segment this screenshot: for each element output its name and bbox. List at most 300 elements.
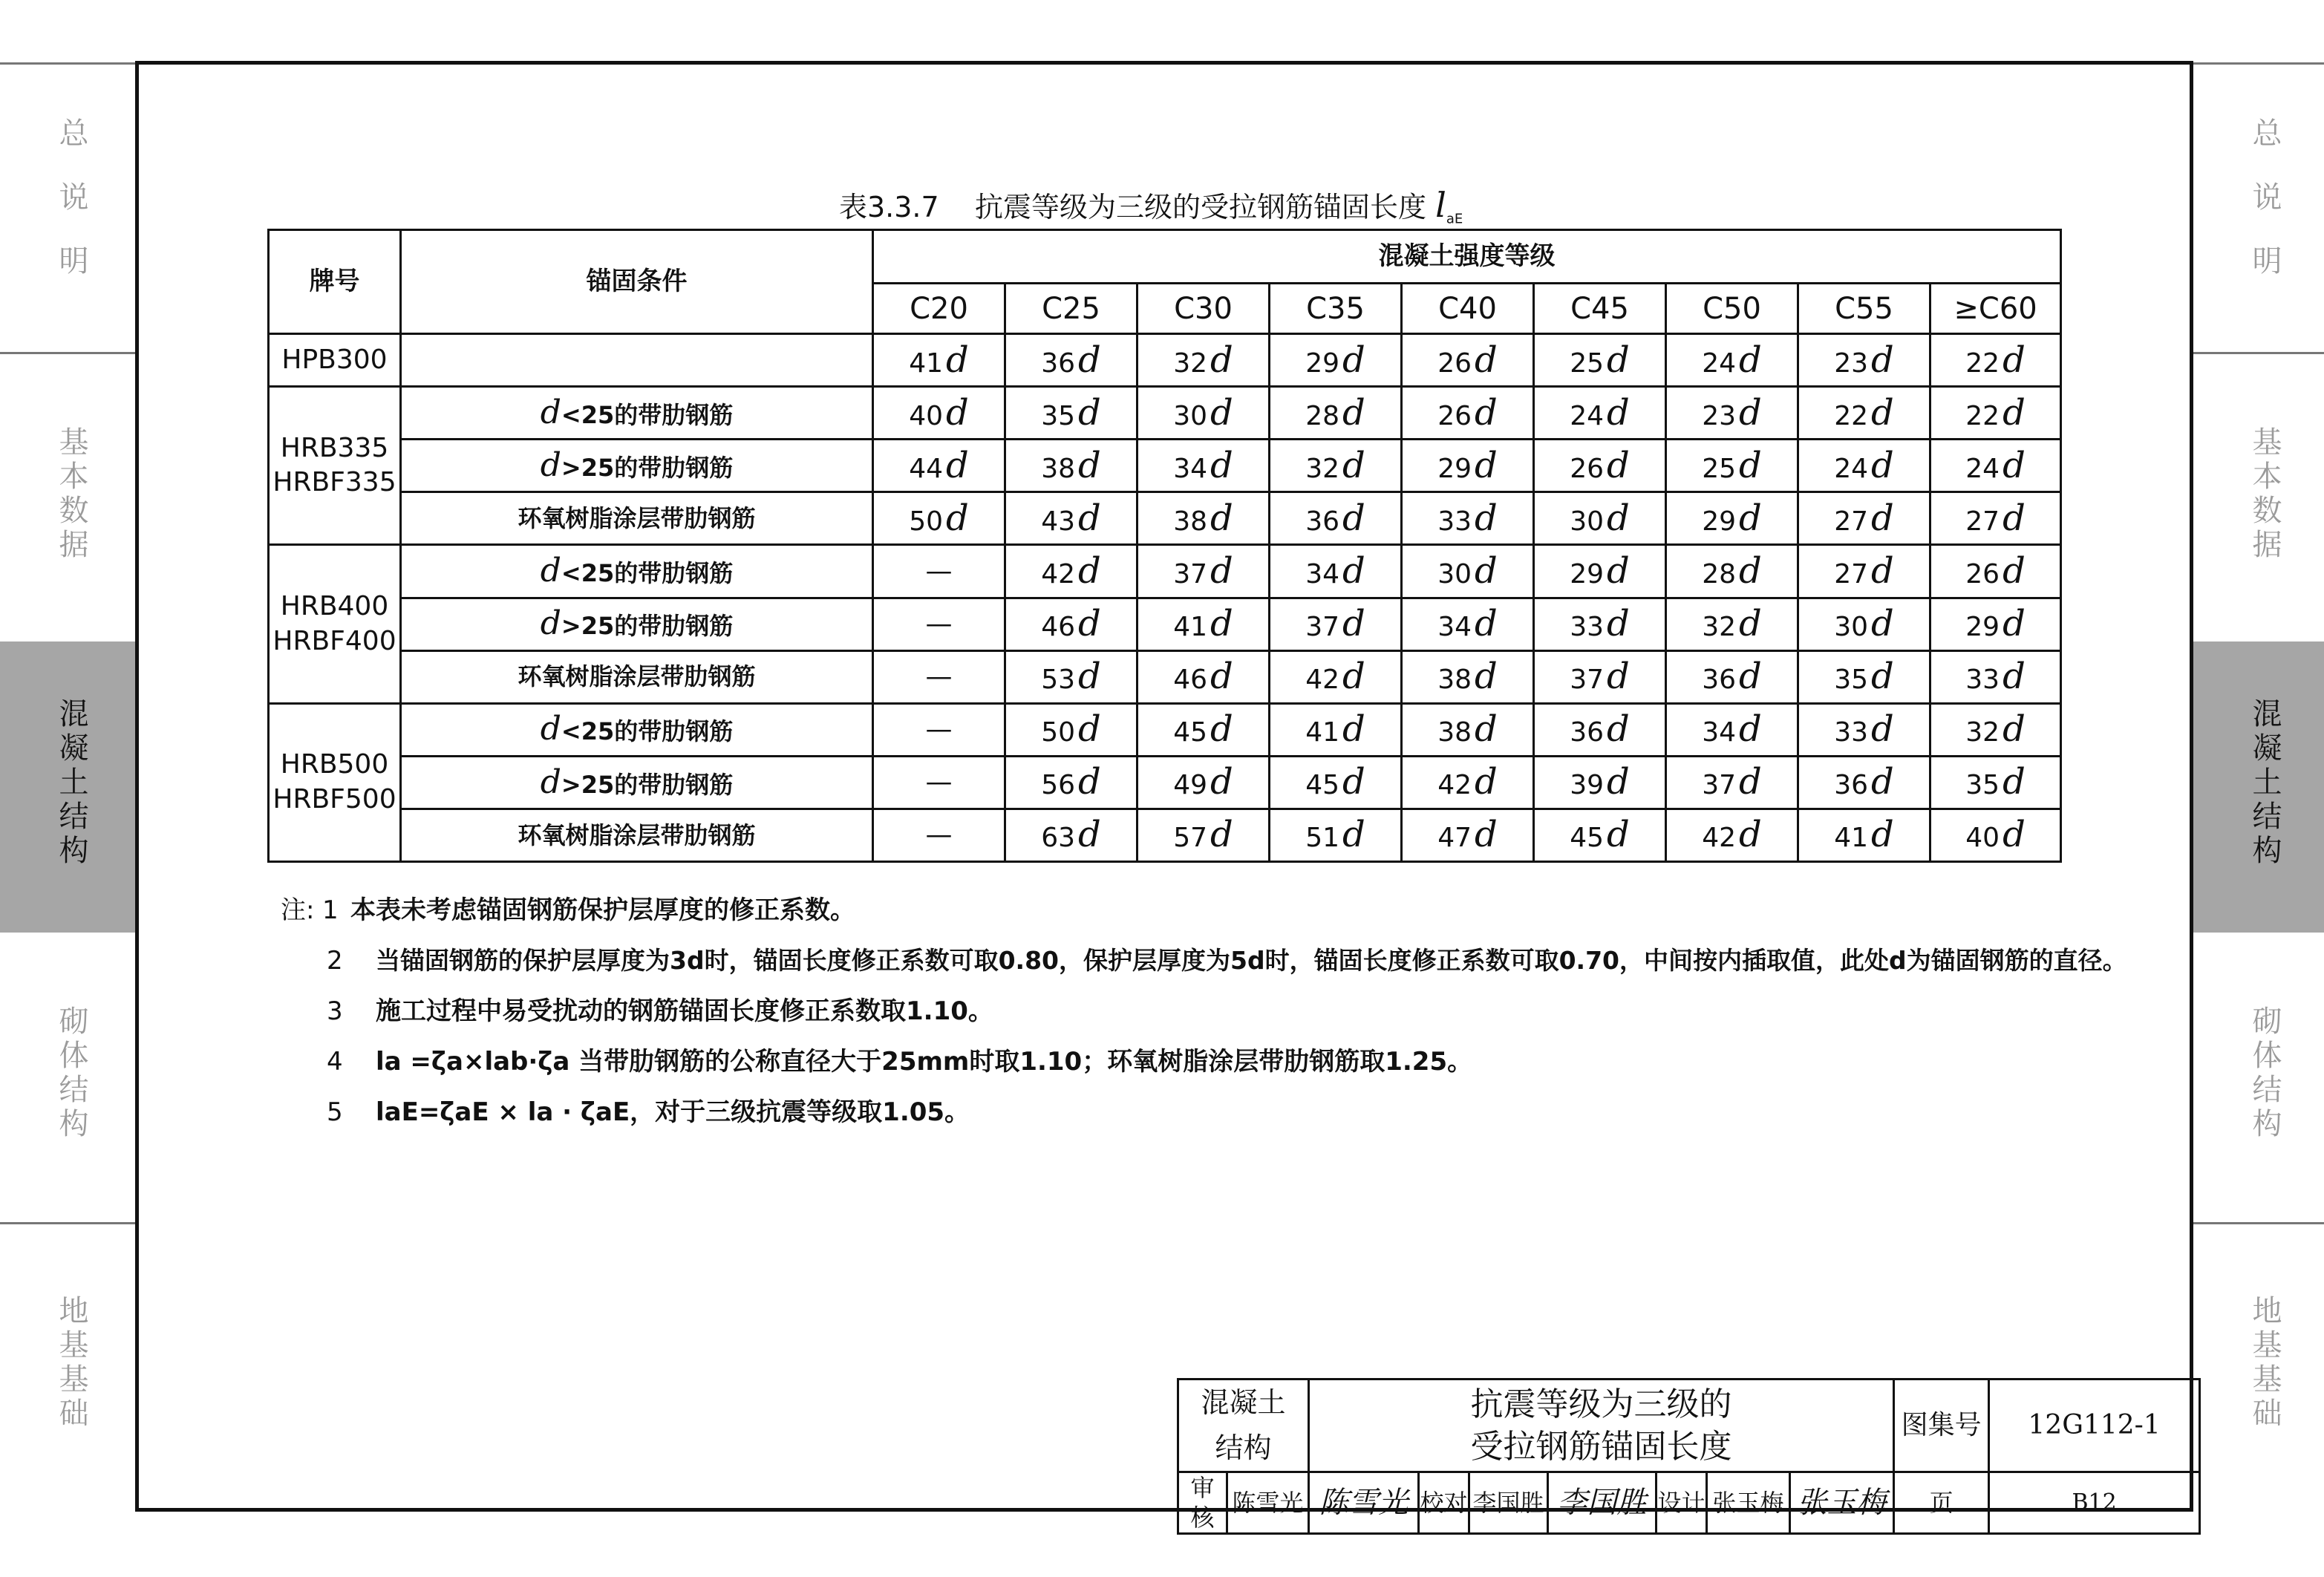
note-text: la =ζa×lab·ζa 当带肋钢筋的公称直径大于25mm时取1.10；环氧树脂涂层带肋钢筋取1.25。 (376, 1047, 1473, 1077)
cell-value (1005, 387, 1137, 440)
cell-value (1137, 650, 1270, 703)
d-symbol: d (540, 604, 561, 643)
cell-value (1666, 492, 1798, 545)
value-number: 36 (1305, 506, 1340, 537)
value-number: 25 (1570, 347, 1605, 379)
value-number: 43 (1041, 506, 1076, 537)
condition-text: <25的带肋钢筋 (561, 400, 734, 429)
table-row (269, 440, 2061, 492)
signature-review: 陈雪光 (1319, 1485, 1409, 1520)
cell-value (1798, 440, 1930, 492)
d-symbol: d (1078, 814, 1101, 856)
value-number: — (925, 608, 953, 639)
value-number: 34 (1173, 453, 1208, 484)
cell-value (873, 809, 1005, 861)
cell-value (1270, 440, 1402, 492)
d-symbol: d (1739, 391, 1762, 434)
d-symbol: d (2003, 339, 2026, 381)
d-symbol: d (1342, 708, 1365, 751)
value-number: 26 (1570, 453, 1605, 484)
d-symbol: d (2003, 708, 2026, 751)
cell-value (1402, 440, 1534, 492)
value-number: — (925, 661, 953, 692)
value-number: 27 (1965, 506, 2000, 537)
table-row (269, 809, 2061, 861)
d-symbol: d (1475, 444, 1498, 486)
table-caption (839, 184, 1463, 227)
value-number: 32 (1965, 717, 2000, 748)
d-symbol: d (1078, 339, 1101, 381)
cell-condition (401, 809, 873, 861)
side-tab-label: 总说明 (54, 117, 88, 309)
value-number: 29 (1702, 506, 1737, 537)
anchorage-table (267, 229, 2062, 863)
d-symbol: d (1078, 761, 1101, 803)
cell-value (1270, 492, 1402, 545)
note-2 (281, 936, 2127, 986)
d-symbol: d (2003, 497, 2026, 539)
d-symbol: d (1871, 814, 1894, 856)
side-tab-label: 砌体结构 (54, 1005, 88, 1142)
value-number: 37 (1702, 770, 1737, 801)
value-number: 36 (1702, 665, 1737, 696)
note-text: 本表未考虑锚固钢筋保护层厚度的修正系数。 (350, 895, 855, 925)
cell-value (873, 598, 1005, 650)
d-symbol: d (1739, 656, 1762, 698)
grade-header: C55 (1798, 284, 1930, 334)
side-divider-right (2193, 1222, 2324, 1224)
d-symbol: d (1475, 761, 1498, 803)
value-number: 23 (1702, 400, 1737, 431)
d-symbol: d (1210, 391, 1233, 434)
value-number: 45 (1570, 823, 1605, 854)
cell-value (873, 703, 1005, 756)
cell-value (1930, 756, 2061, 809)
tb-atlas-label: 图集号 (1894, 1380, 1989, 1472)
d-symbol: d (946, 497, 969, 539)
cell-value (1930, 650, 2061, 703)
side-tab-masonry-right[interactable] (2245, 1005, 2284, 1142)
d-symbol: d (540, 763, 561, 801)
table-row (269, 598, 2061, 650)
value-number: 38 (1437, 717, 1472, 748)
cell-value (1137, 334, 1270, 387)
tb-design-name: 张玉梅 (1707, 1472, 1790, 1533)
d-symbol: d (1871, 444, 1894, 486)
value-number: 41 (1173, 611, 1208, 642)
note-num: 2 (327, 946, 343, 976)
value-number: 32 (1702, 611, 1737, 642)
d-symbol: d (1607, 602, 1630, 644)
note-text: 当锚固钢筋的保护层厚度为3d时，锚固长度修正系数可取0.80，保护层厚度为5d时，锚固长度修正系数可取0.70，中间按内插取值，此处d为锚固钢筋的直径。 (376, 946, 2127, 975)
d-symbol: d (1475, 708, 1498, 751)
condition-text: >25的带肋钢筋 (561, 770, 734, 799)
value-number: 33 (1570, 611, 1605, 642)
d-symbol: d (1739, 444, 1762, 486)
d-symbol: d (1210, 761, 1233, 803)
header-condition: 锚固条件 (401, 230, 873, 334)
cell-steel-grade: HRB400 HRBF400 (269, 545, 401, 703)
note-5 (281, 1087, 2127, 1137)
d-symbol: d (2003, 549, 2026, 592)
side-divider-right (2193, 62, 2324, 65)
cell-value (1137, 809, 1270, 861)
side-tab-concrete-right[interactable] (2245, 698, 2284, 869)
d-symbol: d (2003, 444, 2026, 486)
value-number: 38 (1173, 506, 1208, 537)
d-symbol: d (1739, 549, 1762, 592)
value-number: 25 (1702, 453, 1737, 484)
cell-value (1270, 387, 1402, 440)
cell-condition (401, 650, 873, 703)
cell-value (1270, 334, 1402, 387)
d-symbol: d (1078, 656, 1101, 698)
d-symbol: d (1342, 761, 1365, 803)
d-symbol: d (1475, 497, 1498, 539)
d-symbol: d (1871, 549, 1894, 592)
cell-value (1005, 809, 1137, 861)
cell-value (1402, 703, 1534, 756)
value-number: 26 (1437, 400, 1472, 431)
value-number: 29 (1437, 453, 1472, 484)
d-symbol: d (1078, 602, 1101, 644)
grade-header: C35 (1270, 284, 1402, 334)
cell-condition (401, 440, 873, 492)
cell-value (1798, 703, 1930, 756)
side-tab-basic-data-left[interactable] (52, 426, 91, 563)
d-symbol: d (946, 339, 969, 381)
value-number: 26 (1965, 558, 2000, 590)
cell-value (1534, 492, 1666, 545)
cell-condition (401, 387, 873, 440)
value-number: 53 (1041, 665, 1076, 696)
tb-review-name: 陈雪光 (1227, 1472, 1309, 1533)
value-number: 37 (1305, 611, 1340, 642)
value-number: 29 (1305, 347, 1340, 379)
value-number: 22 (1965, 400, 2000, 431)
d-symbol: d (1871, 656, 1894, 698)
cell-value (1798, 756, 1930, 809)
value-number: 36 (1041, 347, 1076, 379)
caption-title: 抗震等级为三级的受拉钢筋锚固长度 (975, 191, 1427, 223)
value-number: 39 (1570, 770, 1605, 801)
value-number: 30 (1570, 506, 1605, 537)
tb-check-name: 李国胜 (1469, 1472, 1548, 1533)
value-number: 24 (1965, 453, 2000, 484)
cell-value (873, 650, 1005, 703)
cell-value (873, 387, 1005, 440)
value-number: 23 (1834, 347, 1869, 379)
value-number: 42 (1041, 558, 1076, 590)
side-tab-label: 地基基础 (2248, 1295, 2282, 1431)
cell-value (1005, 756, 1137, 809)
cell-value (1005, 492, 1137, 545)
d-symbol: d (1607, 814, 1630, 856)
cell-value (1005, 440, 1137, 492)
side-divider-left (0, 352, 135, 354)
d-symbol: d (540, 393, 561, 431)
side-divider-left (0, 62, 135, 65)
value-number: 40 (909, 400, 944, 431)
grade-header: C30 (1137, 284, 1270, 334)
value-number: 33 (1834, 717, 1869, 748)
value-number: 35 (1965, 770, 2000, 801)
table-row (269, 545, 2061, 598)
cell-value (1270, 545, 1402, 598)
d-symbol: d (1210, 549, 1233, 592)
value-number: 45 (1173, 717, 1208, 748)
cell-value (1930, 492, 2061, 545)
side-tab-label: 基本数据 (2248, 426, 2282, 563)
condition-text: >25的带肋钢筋 (561, 612, 734, 641)
side-divider-left (0, 1222, 135, 1224)
value-number: 24 (1834, 453, 1869, 484)
side-tab-foundation-right[interactable] (2245, 1295, 2284, 1431)
cell-value (1270, 703, 1402, 756)
d-symbol: d (1210, 656, 1233, 698)
cell-value (1930, 440, 2061, 492)
cell-value (1270, 756, 1402, 809)
cell-value (1930, 598, 2061, 650)
caption-symbol: l (1435, 185, 1446, 225)
table-row (269, 650, 2061, 703)
note-3 (281, 986, 2127, 1036)
note-4 (281, 1036, 2127, 1087)
value-number: 30 (1173, 400, 1208, 431)
cell-value (1798, 598, 1930, 650)
d-symbol: d (1607, 497, 1630, 539)
value-number: 56 (1041, 770, 1076, 801)
condition-text: 环氧树脂涂层带肋钢筋 (518, 504, 756, 533)
d-symbol: d (2003, 656, 2026, 698)
value-number: 34 (1437, 611, 1472, 642)
cell-value (1666, 334, 1798, 387)
signature-design: 张玉梅 (1797, 1485, 1887, 1520)
cell-condition (401, 334, 873, 387)
cell-value (1798, 545, 1930, 598)
side-tab-label: 砌体结构 (2248, 1005, 2282, 1142)
value-number: 29 (1570, 558, 1605, 590)
d-symbol: d (1210, 602, 1233, 644)
cell-value (1402, 334, 1534, 387)
d-symbol: d (1475, 602, 1498, 644)
d-symbol: d (1607, 444, 1630, 486)
side-tab-general-right[interactable] (2245, 117, 2284, 309)
value-number: 45 (1305, 770, 1340, 801)
value-number: 42 (1305, 665, 1340, 696)
cell-value (1666, 545, 1798, 598)
tb-review-signature (1309, 1472, 1419, 1533)
tb-check-signature (1548, 1472, 1656, 1533)
side-tab-general-left[interactable] (52, 117, 91, 309)
tb-review-label: 审核 (1178, 1472, 1227, 1533)
value-number: 22 (1965, 347, 2000, 379)
d-symbol: d (1871, 391, 1894, 434)
cell-value (1798, 809, 1930, 861)
value-number: 33 (1437, 506, 1472, 537)
value-number: 35 (1834, 665, 1869, 696)
table-row (269, 492, 2061, 545)
d-symbol: d (1607, 761, 1630, 803)
table-row (269, 334, 2061, 387)
d-symbol: d (1739, 814, 1762, 856)
value-number: 37 (1173, 558, 1208, 590)
cell-steel-grade: HRB335 HRBF335 (269, 387, 401, 545)
value-number: 57 (1173, 823, 1208, 854)
d-symbol: d (1078, 444, 1101, 486)
value-number: 34 (1305, 558, 1340, 590)
caption-subscript: aE (1446, 211, 1463, 227)
cell-value (1402, 387, 1534, 440)
value-number: 46 (1173, 665, 1208, 696)
cell-value (1005, 650, 1137, 703)
value-number: 34 (1702, 717, 1737, 748)
note-1 (281, 885, 2127, 936)
value-number: 38 (1437, 665, 1472, 696)
value-number: 27 (1834, 558, 1869, 590)
d-symbol: d (540, 710, 561, 748)
cell-condition (401, 545, 873, 598)
cell-condition (401, 598, 873, 650)
value-number: 51 (1305, 823, 1340, 854)
d-symbol: d (1475, 814, 1498, 856)
d-symbol: d (1475, 339, 1498, 381)
tb-title-line2: 受拉钢筋锚固长度 (1470, 1427, 1732, 1466)
tb-atlas-no: 12G112-1 (1989, 1380, 2200, 1472)
cell-value (1666, 440, 1798, 492)
cell-value (1534, 440, 1666, 492)
side-tab-basic-data-right[interactable] (2245, 426, 2284, 563)
d-symbol: d (1210, 444, 1233, 486)
cell-value (1930, 703, 2061, 756)
side-tab-foundation-left[interactable] (52, 1295, 91, 1431)
cell-value (1402, 809, 1534, 861)
value-number: 50 (1041, 717, 1076, 748)
cell-value (1534, 703, 1666, 756)
tb-design-label: 设计 (1656, 1472, 1707, 1533)
caption-number: 表3.3.7 (839, 191, 939, 223)
d-symbol: d (1871, 339, 1894, 381)
cell-value (1402, 598, 1534, 650)
cell-value (1666, 809, 1798, 861)
value-number: — (925, 714, 953, 745)
cell-value (1930, 809, 2061, 861)
d-symbol: d (1871, 761, 1894, 803)
value-number: 50 (909, 506, 944, 537)
cell-value (1005, 545, 1137, 598)
d-symbol: d (1210, 708, 1233, 751)
cell-value (1402, 545, 1534, 598)
value-number: 29 (1965, 611, 2000, 642)
d-symbol: d (1078, 497, 1101, 539)
cell-value (1534, 598, 1666, 650)
cell-value (1798, 387, 1930, 440)
note-num: 1 (322, 895, 339, 925)
d-symbol: d (1342, 444, 1365, 486)
d-symbol: d (1342, 391, 1365, 434)
d-symbol: d (1342, 656, 1365, 698)
note-text: 施工过程中易受扰动的钢筋锚固长度修正系数取1.10。 (376, 996, 993, 1026)
d-symbol: d (1607, 708, 1630, 751)
value-number: 40 (1965, 823, 2000, 854)
signature-check: 李国胜 (1557, 1485, 1647, 1520)
condition-text: 环氧树脂涂层带肋钢筋 (518, 820, 756, 849)
tb-design-signature (1790, 1472, 1894, 1533)
cell-value (1534, 334, 1666, 387)
d-symbol: d (1739, 497, 1762, 539)
cell-value (1402, 492, 1534, 545)
cell-value (1270, 598, 1402, 650)
side-divider-right (2193, 352, 2324, 354)
table-row (269, 703, 2061, 756)
value-number: 26 (1437, 347, 1472, 379)
value-number: — (925, 555, 953, 587)
cell-value (873, 545, 1005, 598)
value-number: 41 (1305, 717, 1340, 748)
value-number: 32 (1305, 453, 1340, 484)
cell-value (873, 334, 1005, 387)
value-number: 36 (1834, 770, 1869, 801)
d-symbol: d (1475, 391, 1498, 434)
d-symbol: d (1475, 549, 1498, 592)
d-symbol: d (1342, 497, 1365, 539)
cell-value (1666, 598, 1798, 650)
value-number: 42 (1437, 770, 1472, 801)
side-tab-concrete-left[interactable] (52, 698, 91, 869)
note-num: 5 (327, 1097, 343, 1127)
cell-value (1270, 809, 1402, 861)
condition-text: <25的带肋钢筋 (561, 717, 734, 746)
cell-value (1137, 703, 1270, 756)
cell-value (1534, 545, 1666, 598)
grade-header: C20 (873, 284, 1005, 334)
value-number: 37 (1570, 665, 1605, 696)
side-tab-masonry-left[interactable] (52, 1005, 91, 1142)
note-text: laE=ζaE × la · ζaE，对于三级抗震等级取1.05。 (376, 1097, 970, 1127)
side-tab-label: 混凝土结构 (54, 698, 88, 869)
notes (281, 885, 2127, 1137)
cell-value (1666, 756, 1798, 809)
d-symbol: d (1342, 549, 1365, 592)
d-symbol: d (1871, 497, 1894, 539)
cell-value (1666, 387, 1798, 440)
title-block (1177, 1378, 2201, 1535)
d-symbol: d (1607, 656, 1630, 698)
value-number: 41 (909, 347, 944, 379)
d-symbol: d (1210, 339, 1233, 381)
value-number: 30 (1834, 611, 1869, 642)
side-tab-label: 基本数据 (54, 426, 88, 563)
d-symbol: d (1871, 708, 1894, 751)
cell-value (1534, 756, 1666, 809)
cell-value (1137, 756, 1270, 809)
d-symbol: d (2003, 602, 2026, 644)
value-number: 47 (1437, 823, 1472, 854)
grade-header: C50 (1666, 284, 1798, 334)
cell-value (1137, 440, 1270, 492)
table-row (269, 387, 2061, 440)
cell-value (1534, 650, 1666, 703)
grade-header: C25 (1005, 284, 1137, 334)
value-number: 24 (1702, 347, 1737, 379)
cell-value (1798, 650, 1930, 703)
d-symbol: d (1739, 339, 1762, 381)
tb-check-label: 校对 (1419, 1472, 1469, 1533)
d-symbol: d (1078, 549, 1101, 592)
header-grade: 牌号 (269, 230, 401, 334)
grade-header: C40 (1402, 284, 1534, 334)
condition-text: <25的带肋钢筋 (561, 559, 734, 588)
